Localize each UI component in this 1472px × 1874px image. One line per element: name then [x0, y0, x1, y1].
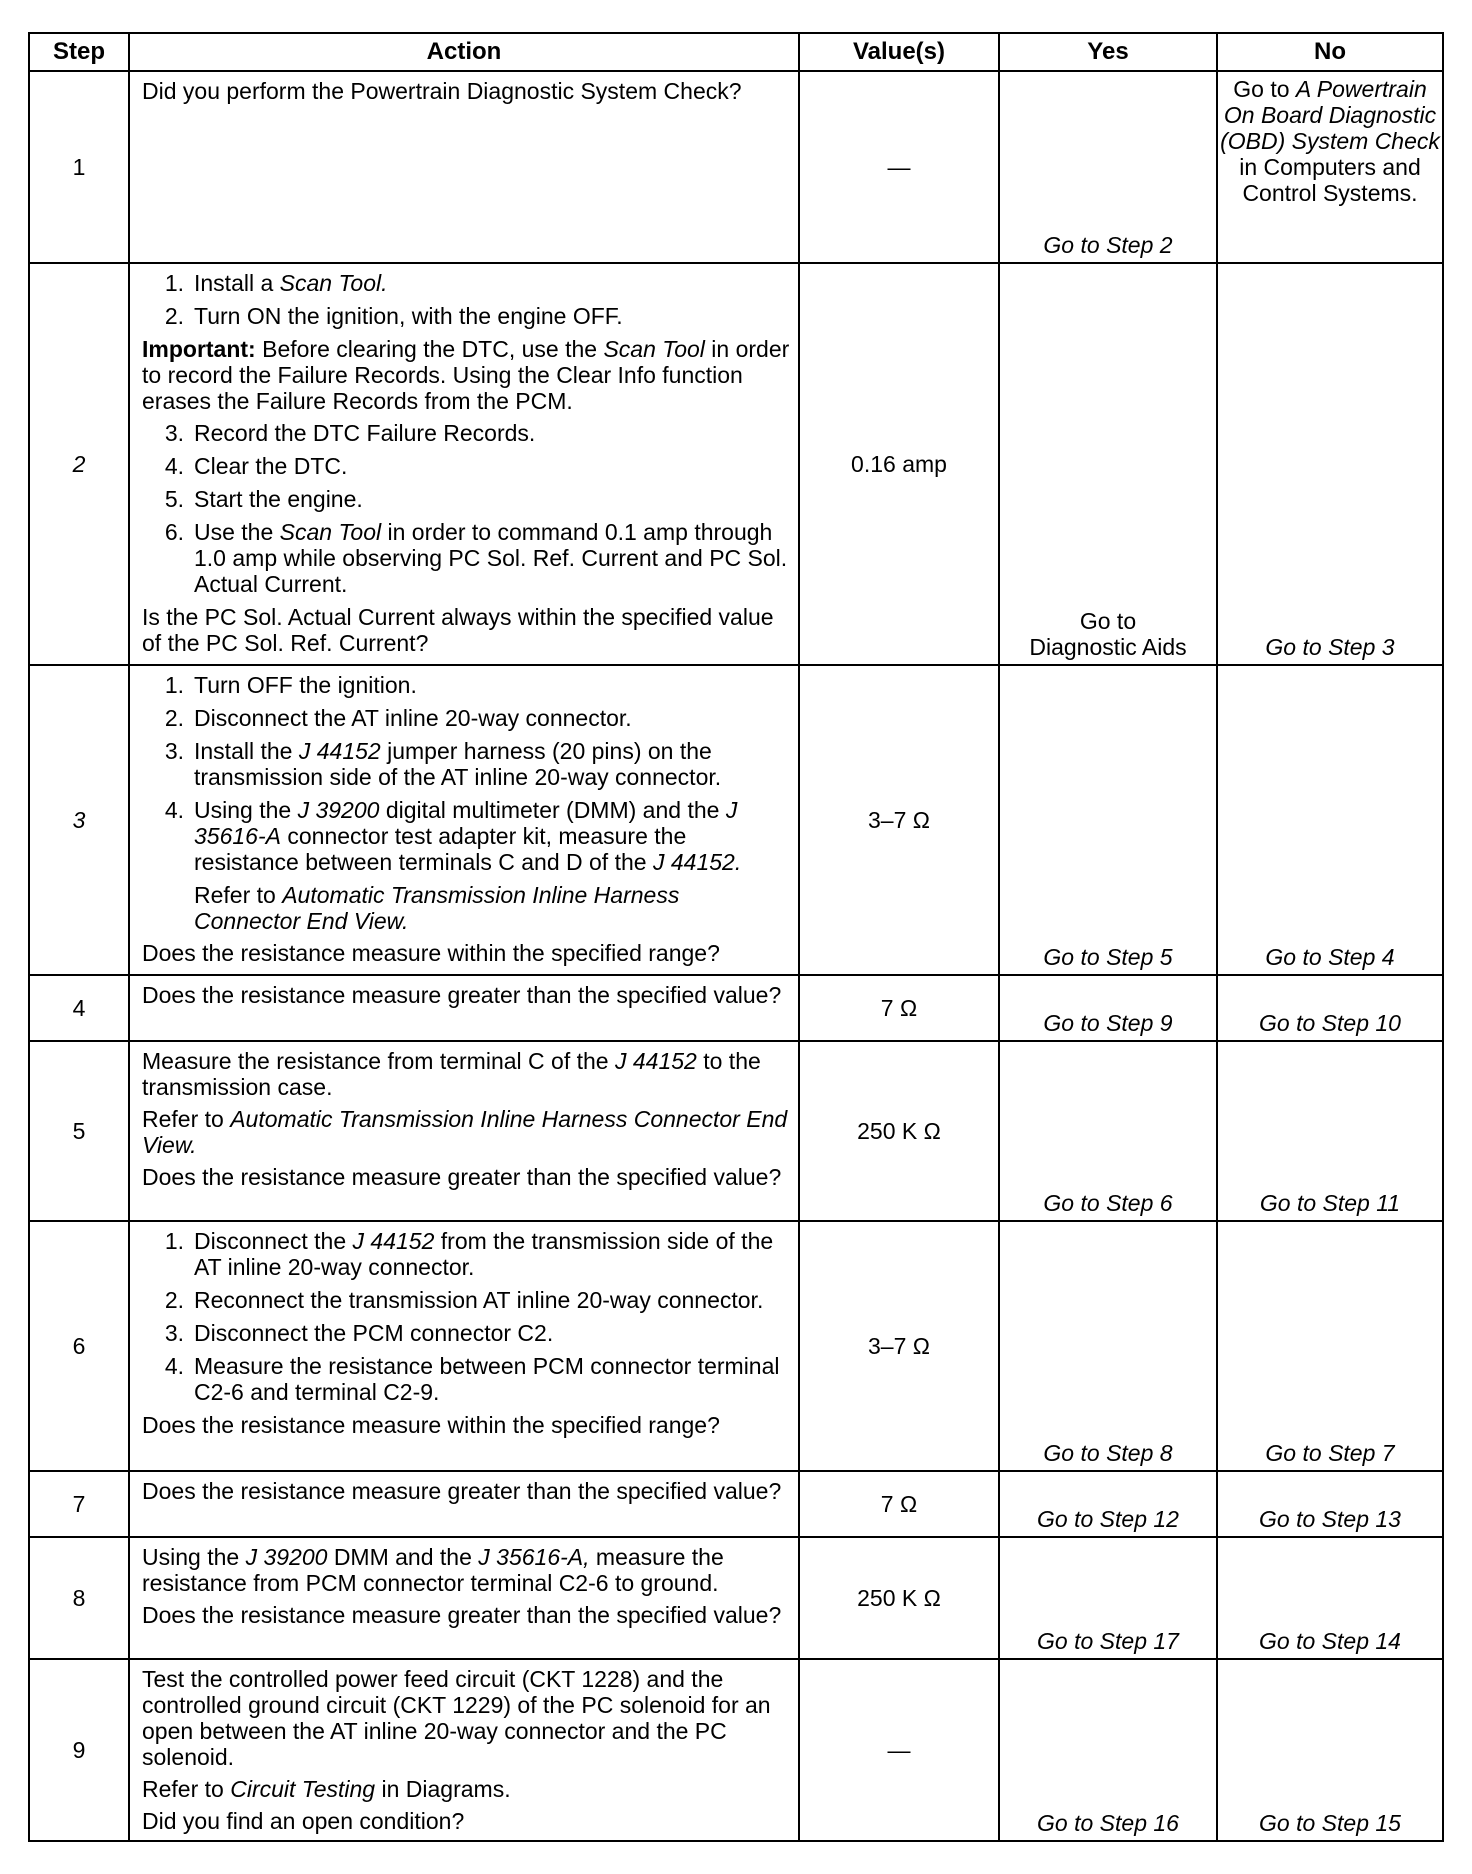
- list-item: 2. Disconnect the AT inline 20-way connector.: [164, 705, 632, 731]
- question-text: Did you find an open condition?: [142, 1808, 465, 1834]
- value-cell: 3–7 Ω: [799, 665, 999, 975]
- yes-cell: Go to Step 8: [999, 1221, 1217, 1471]
- value-cell: 7 Ω: [799, 1471, 999, 1537]
- reference-note: Refer to Circuit Testing in Diagrams.: [142, 1776, 511, 1802]
- no-cell: Go to Step 4: [1217, 665, 1443, 975]
- action-cell: [129, 975, 799, 1041]
- no-title: A Powertrain On Board Diagnostic (OBD) System Check: [1220, 76, 1440, 154]
- yes-cell: Go to Step 5: [999, 665, 1217, 975]
- yes-cell: Go to Step 17: [999, 1537, 1217, 1659]
- action-cell: [129, 71, 799, 263]
- no-cell: Go to Step 10: [1217, 975, 1443, 1041]
- value-cell: —: [799, 1659, 999, 1841]
- question-text: Did you perform the Powertrain Diagnostic System Check?: [142, 78, 742, 104]
- step-number: 9: [29, 1659, 129, 1841]
- list-item: 2. Reconnect the transmission AT inline 20-way connector.: [164, 1287, 764, 1313]
- value-cell: 3–7 Ω: [799, 1221, 999, 1471]
- value-cell: 7 Ω: [799, 975, 999, 1041]
- header-no: No: [1217, 33, 1443, 71]
- list-item: 1. Install a Scan Tool.: [164, 270, 388, 296]
- action-cell: [129, 1659, 799, 1841]
- action-cell: [129, 263, 799, 665]
- table-row-4: [29, 975, 1443, 1041]
- yes-cell: Go to Step 12: [999, 1471, 1217, 1537]
- diagnostic-table: [28, 32, 1444, 1842]
- yes-cell: Go to Step 6: [999, 1041, 1217, 1221]
- measure-text: Measure the resistance from terminal C of the J 44152 to the transmission case.: [142, 1048, 761, 1100]
- list-item: 4. Measure the resistance between PCM connector terminal C2-6 and terminal C2-9.: [164, 1353, 780, 1405]
- no-cell: Go to Step 13: [1217, 1471, 1443, 1537]
- no-cell: [1217, 71, 1443, 263]
- step-number: 5: [29, 1041, 129, 1221]
- question-text: Does the resistance measure greater than the specified value?: [142, 1478, 782, 1504]
- table-row-2: [29, 263, 1443, 665]
- yes-cell: Go to Diagnostic Aids: [999, 263, 1217, 665]
- step-number: 7: [29, 1471, 129, 1537]
- action-cell: [129, 1041, 799, 1221]
- value-cell: 0.16 amp: [799, 263, 999, 665]
- list-item: 5. Start the engine.: [164, 486, 363, 512]
- no-cell: Go to Step 7: [1217, 1221, 1443, 1471]
- value-cell: 250 K Ω: [799, 1041, 999, 1221]
- list-item: 2. Turn ON the ignition, with the engine OFF.: [164, 303, 623, 329]
- step-number: 6: [29, 1221, 129, 1471]
- yes-cell: Go to Step 16: [999, 1659, 1217, 1841]
- action-cell: [129, 1471, 799, 1537]
- header-action: Action: [129, 33, 799, 71]
- question-text: Does the resistance measure greater than the specified value?: [142, 1602, 782, 1628]
- no-cell: Go to Step 15: [1217, 1659, 1443, 1841]
- no-cell: Go to Step 14: [1217, 1537, 1443, 1659]
- step-list: [142, 420, 790, 597]
- important-note: Important: Before clearing the DTC, use the Scan Tool in order to record the Failure Records. Using the Clear Info function erases the Failure Records from the PCM.: [142, 336, 790, 414]
- step-list: [142, 270, 790, 329]
- yes-cell: Go to Step 9: [999, 975, 1217, 1041]
- question-text: Is the PC Sol. Actual Current always within the specified value of the PC Sol. Ref. Current?: [142, 604, 774, 656]
- action-cell: [129, 1221, 799, 1471]
- table-row-3: [29, 665, 1443, 975]
- step-list: [142, 1228, 790, 1405]
- step-number: 4: [29, 975, 129, 1041]
- no-cell: Go to Step 11: [1217, 1041, 1443, 1221]
- test-text: Test the controlled power feed circuit (CKT 1228) and the controlled ground circuit (CKT 1229) of the PC solenoid for an open between the AT inline 20-way connector and the PC solenoid.: [142, 1666, 771, 1770]
- question-text: Does the resistance measure within the specified range?: [142, 1412, 720, 1438]
- action-cell: [129, 665, 799, 975]
- list-item: 1. Turn OFF the ignition.: [164, 672, 417, 698]
- measure-text: Using the J 39200 DMM and the J 35616-A, measure the resistance from PCM connector terminal C2-6 to ground.: [142, 1544, 724, 1596]
- step-number: 1: [29, 71, 129, 263]
- reference-note: Refer to Automatic Transmission Inline Harness Connector End View.: [194, 882, 680, 934]
- table-row-1: [29, 71, 1443, 263]
- step-number: 2: [29, 263, 129, 665]
- question-text: Does the resistance measure greater than the specified value?: [142, 982, 782, 1008]
- list-item: 3. Install the J 44152 jumper harness (20 pins) on the transmission side of the AT inline 20-way connector.: [164, 738, 722, 790]
- no-go-to: Go to: [1233, 76, 1290, 102]
- list-item: 4. Clear the DTC.: [164, 453, 348, 479]
- header-row: [29, 33, 1443, 71]
- no-in: in: [1239, 154, 1258, 180]
- header-values: Value(s): [799, 33, 999, 71]
- no-cell: Go to Step 3: [1217, 263, 1443, 665]
- reference-note: Refer to Automatic Transmission Inline Harness Connector End View.: [142, 1106, 788, 1158]
- value-cell: 250 K Ω: [799, 1537, 999, 1659]
- list-item: 3. Disconnect the PCM connector C2.: [164, 1320, 554, 1346]
- list-item: 4. Using the J 39200 digital multimeter (DMM) and the J 35616-A connector test adapter kit, measure the resistance between terminals C and D of the J 44152.: [164, 797, 742, 875]
- yes-cell: Go to Step 2: [999, 71, 1217, 263]
- step-number: 8: [29, 1537, 129, 1659]
- question-text: Does the resistance measure within the specified range?: [142, 940, 720, 966]
- table-row-9: [29, 1659, 1443, 1841]
- list-item: 3. Record the DTC Failure Records.: [164, 420, 536, 446]
- table-row-8: [29, 1537, 1443, 1659]
- action-cell: [129, 1537, 799, 1659]
- question-text: Does the resistance measure greater than the specified value?: [142, 1164, 782, 1190]
- value-cell: —: [799, 71, 999, 263]
- table-row-5: [29, 1041, 1443, 1221]
- table-row-7: [29, 1471, 1443, 1537]
- no-ref: Computers and Control Systems.: [1242, 154, 1421, 206]
- list-item: 1. Disconnect the J 44152 from the transmission side of the AT inline 20-way connector.: [164, 1228, 774, 1280]
- list-item: 6. Use the Scan Tool in order to command 0.1 amp through 1.0 amp while observing PC Sol. Ref. Current and PC Sol. Actual Current.: [164, 519, 788, 597]
- header-step: Step: [29, 33, 129, 71]
- step-list: [142, 672, 790, 875]
- step-number: 3: [29, 665, 129, 975]
- header-yes: Yes: [999, 33, 1217, 71]
- table-row-6: [29, 1221, 1443, 1471]
